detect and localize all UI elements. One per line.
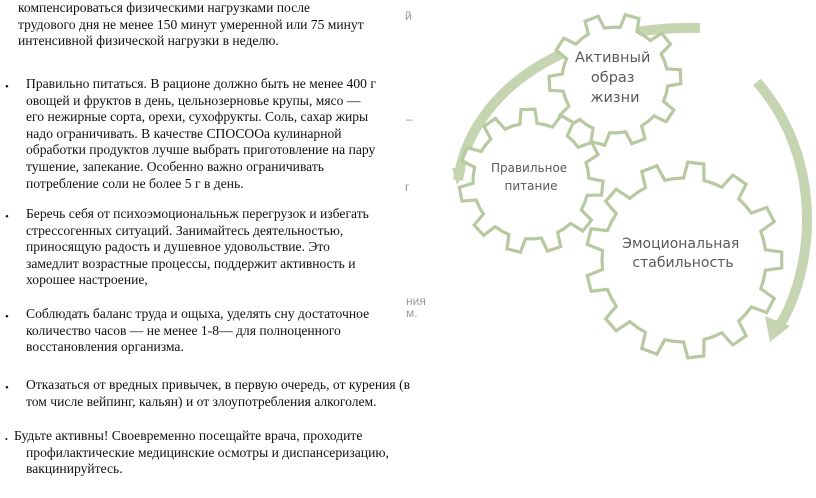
ghost-text: –	[406, 112, 413, 126]
text-line: его нежирные сорта, орехи, сухофрукты. Соль, сахар жиры	[26, 109, 369, 125]
gear-label-line: Активный	[574, 50, 651, 66]
text-line: том числе вейпинг, кальян) и от злоупотребления алкоголем.	[26, 393, 377, 409]
ghost-text: г	[405, 180, 410, 194]
text-line: Правильно питаться. В рационе должно быть не менее 400 г	[26, 76, 376, 91]
text-line: хорошее настроение,	[26, 272, 148, 288]
text-line: трудового дня не менее 150 минут умеренной или 75 минут	[18, 16, 364, 32]
text-line: приносящую радость и душевное удовольствие. Это	[26, 239, 330, 255]
text-line: потребление соли не более 5 г в день.	[26, 175, 244, 191]
gear-label-line: жизни	[590, 90, 640, 106]
gear-label-line: Эмоциональная	[622, 236, 740, 252]
text-line: Беречь себя от психоэмоциональньж перегрузок и избегать	[26, 206, 369, 221]
text-line: Отказаться от вредных привычек, в первую очередь, от курения (в	[26, 377, 411, 392]
bullet-marker: •	[5, 211, 9, 223]
text-line: количество часов — не менее 1-8— для полноценного	[26, 322, 341, 338]
bullet-marker: •	[5, 435, 8, 444]
text-line: компенсироваться физическими нагрузками после	[18, 0, 311, 15]
gear-label-line: образ	[590, 70, 635, 86]
text-line: профилактические медицинские осмотры и диспансеризацию,	[26, 444, 389, 460]
text-line: Будьте активны! Своевременно посещайте врача, проходите	[14, 428, 363, 443]
bullet-marker: •	[5, 311, 9, 323]
text-line: вакцинируйтесь.	[26, 461, 123, 477]
ghost-text: й	[405, 9, 412, 23]
ghost-text: ния	[406, 294, 426, 308]
bullet-marker: •	[5, 81, 9, 93]
text-line: замедлит возрастные процессы, поддержит активность и	[26, 255, 356, 271]
bullet-marker: •	[5, 382, 9, 394]
ghost-text: м.	[406, 306, 418, 320]
text-line: восстановления организма.	[26, 339, 184, 355]
text-line: Соблюдать баланс труда и ощыха, уделять сну достаточное	[26, 306, 370, 321]
text-line: тушение, запекание. Особенно важно ограничивать	[26, 158, 325, 174]
text-line: овощей и фруктов в день, цельнозерновье крупы, мясо —	[26, 92, 361, 108]
text-line: интенсивной физической нагрузки в неделю.	[18, 33, 279, 49]
text-line: обработки продуктов лучше выбрать приготовление на пару	[26, 142, 376, 158]
gear-label-line: стабильность	[632, 255, 734, 271]
text-line: стрессогенных ситуаций. Занимайтесь деятельностью,	[26, 222, 344, 238]
gear-label-line: Правильное	[490, 161, 568, 175]
text-line: надо ограничивать. В качестве СПОСООа кулинарной	[26, 125, 342, 141]
gear-label-line: питание	[504, 179, 558, 193]
